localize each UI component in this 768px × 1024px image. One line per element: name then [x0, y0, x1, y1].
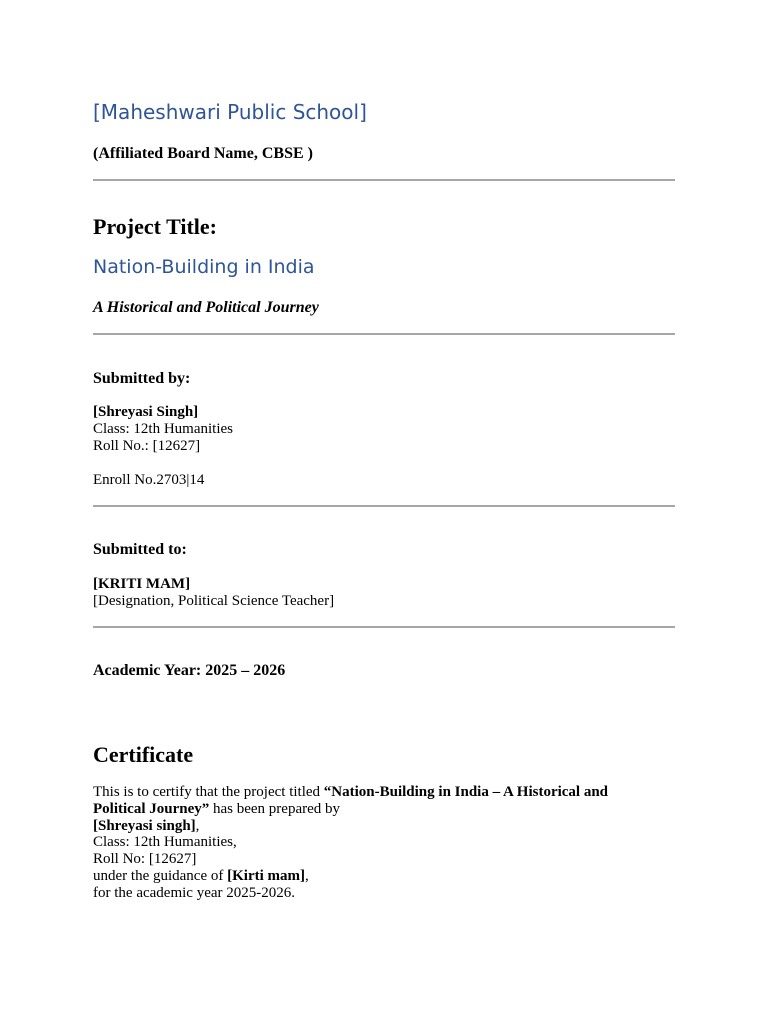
student-roll: Roll No.: [12627]	[93, 438, 201, 454]
student-name: [Shreyasi Singh]	[93, 404, 199, 420]
divider	[93, 333, 675, 335]
submitted-by-label: Submitted by:	[93, 370, 191, 387]
project-title: Nation-Building in India	[93, 256, 315, 278]
submitted-to-label: Submitted to:	[93, 541, 187, 558]
school-name: [Maheshwari Public School]	[93, 100, 367, 124]
divider	[93, 505, 675, 507]
divider	[93, 626, 675, 628]
certificate-year-line: for the academic year 2025-2026.	[93, 884, 295, 901]
teacher-designation: [Designation, Political Science Teacher]	[93, 593, 335, 609]
certificate-student-suffix: ,	[195, 817, 200, 834]
divider	[93, 179, 675, 181]
certificate-prepared-by: has been prepared by	[209, 800, 341, 817]
student-class: Class: 12th Humanities	[93, 421, 233, 437]
certificate-roll: Roll No: [12627]	[93, 851, 197, 868]
student-enroll: Enroll No.2703|14	[93, 472, 205, 488]
certificate-student: [Shreyasi singh]	[93, 817, 196, 834]
certificate-teacher: [Kirti mam]	[227, 867, 306, 884]
certificate-body	[93, 784, 653, 902]
academic-year: Academic Year: 2025 – 2026	[93, 662, 286, 679]
certificate-guidance-prefix: under the guidance of	[93, 867, 228, 884]
certificate-class: Class: 12th Humanities,	[93, 834, 237, 851]
project-title-label: Project Title:	[93, 214, 218, 239]
certificate-intro: This is to certify that the project titled	[93, 784, 324, 800]
certificate-heading: Certificate	[93, 742, 194, 767]
teacher-name: [KRITI MAM]	[93, 576, 191, 592]
certificate-teacher-suffix: ,	[305, 867, 309, 884]
board-affiliation: (Affiliated Board Name, CBSE )	[93, 145, 313, 162]
project-subtitle: A Historical and Political Journey	[93, 299, 319, 316]
certificate-project-title: “Nation-Building in India – A Historical and Political Journey”	[93, 784, 609, 817]
